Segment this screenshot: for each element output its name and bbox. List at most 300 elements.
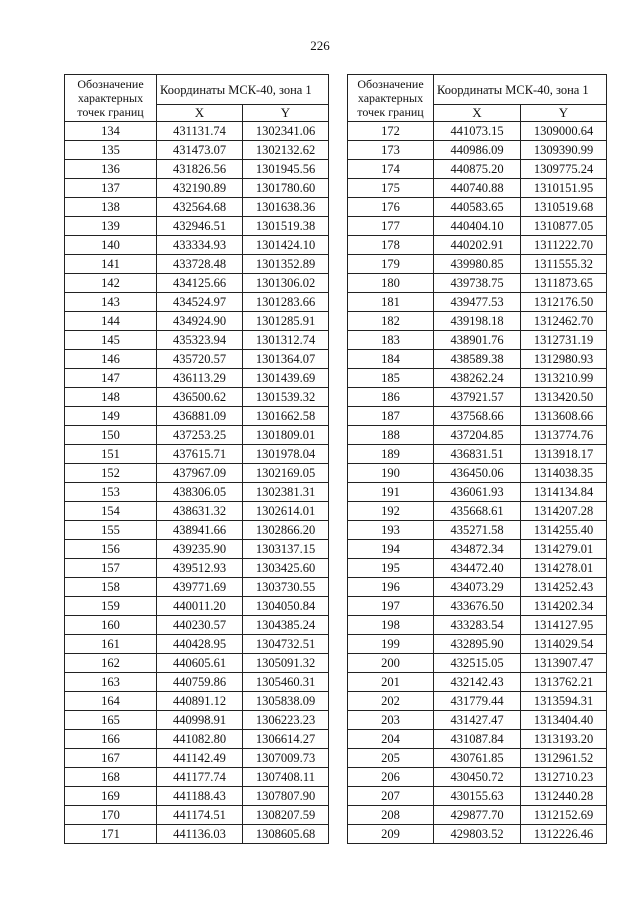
- y-coordinate-cell: 1301424.10: [243, 236, 329, 255]
- x-coordinate-cell: 441073.15: [434, 122, 521, 141]
- table-row: [348, 654, 607, 673]
- point-number-cell: 140: [65, 236, 157, 255]
- point-number-cell: 146: [65, 350, 157, 369]
- y-coordinate-cell: 1307807.90: [243, 787, 329, 806]
- x-coordinate-cell: 440230.57: [157, 616, 243, 635]
- y-coordinate-cell: 1313404.40: [521, 711, 607, 730]
- y-coordinate-cell: 1310877.05: [521, 217, 607, 236]
- x-coordinate-cell: 437204.85: [434, 426, 521, 445]
- table-row: [65, 692, 329, 711]
- point-number-cell: 206: [348, 768, 434, 787]
- table-body: [348, 122, 607, 844]
- y-coordinate-cell: 1302132.62: [243, 141, 329, 160]
- table-row: [348, 635, 607, 654]
- table-row: [348, 217, 607, 236]
- y-coordinate-cell: 1314038.35: [521, 464, 607, 483]
- table-header: [65, 75, 329, 122]
- point-number-cell: 202: [348, 692, 434, 711]
- point-number-cell: 168: [65, 768, 157, 787]
- table-row: [348, 274, 607, 293]
- table-row: [348, 160, 607, 179]
- x-coordinate-cell: 439235.90: [157, 540, 243, 559]
- x-coordinate-cell: 435323.94: [157, 331, 243, 350]
- table-body: [65, 122, 329, 844]
- designation-header: Обозначение характерных точек границ: [65, 75, 157, 122]
- table-row: [65, 483, 329, 502]
- point-number-cell: 154: [65, 502, 157, 521]
- point-number-cell: 203: [348, 711, 434, 730]
- y-coordinate-cell: 1310151.95: [521, 179, 607, 198]
- y-coordinate-cell: 1301945.56: [243, 160, 329, 179]
- x-coordinate-cell: 431779.44: [434, 692, 521, 711]
- y-coordinate-cell: 1314134.84: [521, 483, 607, 502]
- point-number-cell: 205: [348, 749, 434, 768]
- point-number-cell: 152: [65, 464, 157, 483]
- x-coordinate-cell: 440740.88: [434, 179, 521, 198]
- table-row: [65, 787, 329, 806]
- y-coordinate-cell: 1313762.21: [521, 673, 607, 692]
- table-row: [348, 426, 607, 445]
- point-number-cell: 155: [65, 521, 157, 540]
- point-number-cell: 182: [348, 312, 434, 331]
- x-coordinate-cell: 434924.90: [157, 312, 243, 331]
- x-coordinate-cell: 434073.29: [434, 578, 521, 597]
- point-number-cell: 197: [348, 597, 434, 616]
- y-coordinate-cell: 1312980.93: [521, 350, 607, 369]
- x-coordinate-cell: 436113.29: [157, 369, 243, 388]
- point-number-cell: 196: [348, 578, 434, 597]
- point-number-cell: 162: [65, 654, 157, 673]
- table-row: [348, 388, 607, 407]
- y-coordinate-cell: 1312731.19: [521, 331, 607, 350]
- x-coordinate-cell: 433334.93: [157, 236, 243, 255]
- point-number-cell: 204: [348, 730, 434, 749]
- point-number-cell: 193: [348, 521, 434, 540]
- y-coordinate-cell: 1301638.36: [243, 198, 329, 217]
- x-coordinate-cell: 439198.18: [434, 312, 521, 331]
- point-number-cell: 137: [65, 179, 157, 198]
- y-coordinate-cell: 1312462.70: [521, 312, 607, 331]
- table-row: [65, 179, 329, 198]
- x-coordinate-cell: 439512.93: [157, 559, 243, 578]
- table-row: [65, 559, 329, 578]
- x-coordinate-cell: 432142.43: [434, 673, 521, 692]
- x-coordinate-cell: 429803.52: [434, 825, 521, 844]
- point-number-cell: 207: [348, 787, 434, 806]
- x-coordinate-cell: 430450.72: [434, 768, 521, 787]
- y-coordinate-cell: 1313774.76: [521, 426, 607, 445]
- x-coordinate-cell: 441177.74: [157, 768, 243, 787]
- point-number-cell: 195: [348, 559, 434, 578]
- y-coordinate-cell: 1313594.31: [521, 692, 607, 711]
- x-coordinate-cell: 440583.65: [434, 198, 521, 217]
- table-row: [65, 711, 329, 730]
- y-coordinate-cell: 1305091.32: [243, 654, 329, 673]
- point-number-cell: 172: [348, 122, 434, 141]
- x-coordinate-cell: 437568.66: [434, 407, 521, 426]
- x-coordinate-cell: 441142.49: [157, 749, 243, 768]
- y-coordinate-cell: 1314255.40: [521, 521, 607, 540]
- point-number-cell: 159: [65, 597, 157, 616]
- table-row: [348, 787, 607, 806]
- coordinate-system-header: Координаты МСК-40, зона 1: [434, 75, 607, 105]
- y-coordinate-cell: 1314029.54: [521, 635, 607, 654]
- point-number-cell: 200: [348, 654, 434, 673]
- y-coordinate-cell: 1301306.02: [243, 274, 329, 293]
- x-coordinate-cell: 436450.06: [434, 464, 521, 483]
- y-coordinate-cell: 1301312.74: [243, 331, 329, 350]
- table-row: [65, 730, 329, 749]
- point-number-cell: 179: [348, 255, 434, 274]
- point-number-cell: 143: [65, 293, 157, 312]
- x-coordinate-cell: 440759.86: [157, 673, 243, 692]
- x-column-header: X: [157, 105, 243, 122]
- y-coordinate-cell: 1313193.20: [521, 730, 607, 749]
- table-row: [65, 388, 329, 407]
- x-coordinate-cell: 432564.68: [157, 198, 243, 217]
- point-number-cell: 156: [65, 540, 157, 559]
- table-row: [65, 521, 329, 540]
- y-coordinate-cell: 1314279.01: [521, 540, 607, 559]
- y-coordinate-cell: 1314278.01: [521, 559, 607, 578]
- table-row: [65, 597, 329, 616]
- point-number-cell: 201: [348, 673, 434, 692]
- table-row: [65, 426, 329, 445]
- y-column-header: Y: [521, 105, 607, 122]
- x-coordinate-cell: 441082.80: [157, 730, 243, 749]
- y-coordinate-cell: 1314202.34: [521, 597, 607, 616]
- point-number-cell: 181: [348, 293, 434, 312]
- point-number-cell: 177: [348, 217, 434, 236]
- y-coordinate-cell: 1308605.68: [243, 825, 329, 844]
- y-coordinate-cell: 1312226.46: [521, 825, 607, 844]
- x-coordinate-cell: 439477.53: [434, 293, 521, 312]
- y-coordinate-cell: 1313608.66: [521, 407, 607, 426]
- table-row: [348, 711, 607, 730]
- table-row: [348, 236, 607, 255]
- x-coordinate-cell: 438901.76: [434, 331, 521, 350]
- y-coordinate-cell: 1312152.69: [521, 806, 607, 825]
- table-row: [348, 502, 607, 521]
- point-number-cell: 145: [65, 331, 157, 350]
- table-row: [348, 559, 607, 578]
- table-row: [65, 122, 329, 141]
- table-row: [348, 369, 607, 388]
- x-coordinate-cell: 436061.93: [434, 483, 521, 502]
- point-number-cell: 164: [65, 692, 157, 711]
- x-coordinate-cell: 434125.66: [157, 274, 243, 293]
- x-coordinate-cell: 433676.50: [434, 597, 521, 616]
- x-coordinate-cell: 440998.91: [157, 711, 243, 730]
- point-number-cell: 153: [65, 483, 157, 502]
- x-coordinate-cell: 436881.09: [157, 407, 243, 426]
- table-row: [348, 312, 607, 331]
- table-row: [348, 350, 607, 369]
- y-coordinate-cell: 1306223.23: [243, 711, 329, 730]
- y-coordinate-cell: 1312961.52: [521, 749, 607, 768]
- x-coordinate-cell: 438262.24: [434, 369, 521, 388]
- x-coordinate-cell: 432515.05: [434, 654, 521, 673]
- table-row: [65, 350, 329, 369]
- table-row: [348, 692, 607, 711]
- x-coordinate-cell: 430155.63: [434, 787, 521, 806]
- table-row: [348, 578, 607, 597]
- point-number-cell: 158: [65, 578, 157, 597]
- point-number-cell: 163: [65, 673, 157, 692]
- y-coordinate-cell: 1301780.60: [243, 179, 329, 198]
- y-coordinate-cell: 1308207.59: [243, 806, 329, 825]
- y-coordinate-cell: 1301539.32: [243, 388, 329, 407]
- y-coordinate-cell: 1301439.69: [243, 369, 329, 388]
- point-number-cell: 191: [348, 483, 434, 502]
- point-number-cell: 190: [348, 464, 434, 483]
- point-number-cell: 208: [348, 806, 434, 825]
- point-number-cell: 138: [65, 198, 157, 217]
- table-row: [65, 445, 329, 464]
- table-row: [348, 483, 607, 502]
- y-coordinate-cell: 1301519.38: [243, 217, 329, 236]
- y-coordinate-cell: 1313210.99: [521, 369, 607, 388]
- point-number-cell: 186: [348, 388, 434, 407]
- table-row: [65, 331, 329, 350]
- x-column-header: X: [434, 105, 521, 122]
- x-coordinate-cell: 430761.85: [434, 749, 521, 768]
- point-number-cell: 175: [348, 179, 434, 198]
- x-coordinate-cell: 438589.38: [434, 350, 521, 369]
- x-coordinate-cell: 437615.71: [157, 445, 243, 464]
- point-number-cell: 209: [348, 825, 434, 844]
- y-coordinate-cell: 1313907.47: [521, 654, 607, 673]
- point-number-cell: 199: [348, 635, 434, 654]
- point-number-cell: 189: [348, 445, 434, 464]
- table-row: [348, 122, 607, 141]
- point-number-cell: 192: [348, 502, 434, 521]
- table-row: [65, 464, 329, 483]
- y-coordinate-cell: 1311873.65: [521, 274, 607, 293]
- table-row: [65, 806, 329, 825]
- y-coordinate-cell: 1312440.28: [521, 787, 607, 806]
- table-row: [65, 141, 329, 160]
- point-number-cell: 167: [65, 749, 157, 768]
- point-number-cell: 165: [65, 711, 157, 730]
- x-coordinate-cell: 432895.90: [434, 635, 521, 654]
- y-coordinate-cell: 1311222.70: [521, 236, 607, 255]
- coordinates-table-right: [347, 74, 607, 844]
- y-coordinate-cell: 1301364.07: [243, 350, 329, 369]
- table-row: [348, 521, 607, 540]
- table-header: [348, 75, 607, 122]
- point-number-cell: 157: [65, 559, 157, 578]
- y-coordinate-cell: 1303137.15: [243, 540, 329, 559]
- point-number-cell: 169: [65, 787, 157, 806]
- x-coordinate-cell: 431131.74: [157, 122, 243, 141]
- y-coordinate-cell: 1301978.04: [243, 445, 329, 464]
- table-row: [348, 255, 607, 274]
- y-coordinate-cell: 1313918.17: [521, 445, 607, 464]
- y-coordinate-cell: 1301662.58: [243, 407, 329, 426]
- table-row: [348, 616, 607, 635]
- table-row: [65, 749, 329, 768]
- table-row: [348, 749, 607, 768]
- table-row: [348, 673, 607, 692]
- x-coordinate-cell: 438941.66: [157, 521, 243, 540]
- y-coordinate-cell: 1301809.01: [243, 426, 329, 445]
- x-coordinate-cell: 431826.56: [157, 160, 243, 179]
- x-coordinate-cell: 437253.25: [157, 426, 243, 445]
- y-coordinate-cell: 1301285.91: [243, 312, 329, 331]
- x-coordinate-cell: 437921.57: [434, 388, 521, 407]
- x-coordinate-cell: 441188.43: [157, 787, 243, 806]
- y-coordinate-cell: 1303730.55: [243, 578, 329, 597]
- point-number-cell: 135: [65, 141, 157, 160]
- x-coordinate-cell: 441136.03: [157, 825, 243, 844]
- table-row: [348, 730, 607, 749]
- y-coordinate-cell: 1313420.50: [521, 388, 607, 407]
- x-coordinate-cell: 429877.70: [434, 806, 521, 825]
- x-coordinate-cell: 441174.51: [157, 806, 243, 825]
- table-row: [348, 768, 607, 787]
- point-number-cell: 188: [348, 426, 434, 445]
- table-row: [348, 597, 607, 616]
- x-coordinate-cell: 440011.20: [157, 597, 243, 616]
- point-number-cell: 194: [348, 540, 434, 559]
- point-number-cell: 166: [65, 730, 157, 749]
- y-coordinate-cell: 1304385.24: [243, 616, 329, 635]
- x-coordinate-cell: 432946.51: [157, 217, 243, 236]
- table-row: [65, 312, 329, 331]
- x-coordinate-cell: 439771.69: [157, 578, 243, 597]
- y-coordinate-cell: 1312710.23: [521, 768, 607, 787]
- x-coordinate-cell: 440202.91: [434, 236, 521, 255]
- point-number-cell: 160: [65, 616, 157, 635]
- table-row: [65, 198, 329, 217]
- y-coordinate-cell: 1307009.73: [243, 749, 329, 768]
- point-number-cell: 150: [65, 426, 157, 445]
- table-row: [348, 331, 607, 350]
- table-row: [65, 160, 329, 179]
- x-coordinate-cell: 431473.07: [157, 141, 243, 160]
- table-row: [65, 407, 329, 426]
- point-number-cell: 134: [65, 122, 157, 141]
- y-coordinate-cell: 1302341.06: [243, 122, 329, 141]
- table-row: [348, 198, 607, 217]
- x-coordinate-cell: 435720.57: [157, 350, 243, 369]
- point-number-cell: 180: [348, 274, 434, 293]
- table-row: [65, 236, 329, 255]
- point-number-cell: 149: [65, 407, 157, 426]
- table-row: [348, 825, 607, 844]
- x-coordinate-cell: 440605.61: [157, 654, 243, 673]
- point-number-cell: 173: [348, 141, 434, 160]
- table-row: [348, 445, 607, 464]
- x-coordinate-cell: 431087.84: [434, 730, 521, 749]
- table-row: [348, 464, 607, 483]
- table-row: [348, 141, 607, 160]
- table-row: [65, 578, 329, 597]
- y-coordinate-cell: 1310519.68: [521, 198, 607, 217]
- table-row: [65, 616, 329, 635]
- point-number-cell: 139: [65, 217, 157, 236]
- table-row: [65, 369, 329, 388]
- point-number-cell: 171: [65, 825, 157, 844]
- table-row: [65, 217, 329, 236]
- x-coordinate-cell: 431427.47: [434, 711, 521, 730]
- x-coordinate-cell: 435271.58: [434, 521, 521, 540]
- point-number-cell: 144: [65, 312, 157, 331]
- point-number-cell: 176: [348, 198, 434, 217]
- y-coordinate-cell: 1302866.20: [243, 521, 329, 540]
- x-coordinate-cell: 437967.09: [157, 464, 243, 483]
- table-row: [65, 502, 329, 521]
- x-coordinate-cell: 440428.95: [157, 635, 243, 654]
- y-coordinate-cell: 1311555.32: [521, 255, 607, 274]
- x-coordinate-cell: 434524.97: [157, 293, 243, 312]
- y-coordinate-cell: 1303425.60: [243, 559, 329, 578]
- x-coordinate-cell: 433728.48: [157, 255, 243, 274]
- y-coordinate-cell: 1307408.11: [243, 768, 329, 787]
- y-coordinate-cell: 1309775.24: [521, 160, 607, 179]
- point-number-cell: 187: [348, 407, 434, 426]
- x-coordinate-cell: 438306.05: [157, 483, 243, 502]
- y-coordinate-cell: 1302614.01: [243, 502, 329, 521]
- x-coordinate-cell: 436831.51: [434, 445, 521, 464]
- y-coordinate-cell: 1312176.50: [521, 293, 607, 312]
- y-column-header: Y: [243, 105, 329, 122]
- point-number-cell: 184: [348, 350, 434, 369]
- point-number-cell: 161: [65, 635, 157, 654]
- x-coordinate-cell: 439980.85: [434, 255, 521, 274]
- table-row: [65, 768, 329, 787]
- x-coordinate-cell: 439738.75: [434, 274, 521, 293]
- y-coordinate-cell: 1305460.31: [243, 673, 329, 692]
- point-number-cell: 147: [65, 369, 157, 388]
- y-coordinate-cell: 1306614.27: [243, 730, 329, 749]
- point-number-cell: 170: [65, 806, 157, 825]
- y-coordinate-cell: 1314252.43: [521, 578, 607, 597]
- point-number-cell: 136: [65, 160, 157, 179]
- x-coordinate-cell: 440875.20: [434, 160, 521, 179]
- table-row: [65, 255, 329, 274]
- x-coordinate-cell: 436500.62: [157, 388, 243, 407]
- y-coordinate-cell: 1305838.09: [243, 692, 329, 711]
- table-row: [348, 806, 607, 825]
- point-number-cell: 198: [348, 616, 434, 635]
- table-row: [65, 293, 329, 312]
- x-coordinate-cell: 440891.12: [157, 692, 243, 711]
- point-number-cell: 141: [65, 255, 157, 274]
- table-row: [348, 179, 607, 198]
- x-coordinate-cell: 440404.10: [434, 217, 521, 236]
- designation-header: Обозначение характерных точек границ: [348, 75, 434, 122]
- y-coordinate-cell: 1309390.99: [521, 141, 607, 160]
- table-row: [65, 673, 329, 692]
- coordinate-system-header: Координаты МСК-40, зона 1: [157, 75, 329, 105]
- point-number-cell: 142: [65, 274, 157, 293]
- table-row: [65, 540, 329, 559]
- x-coordinate-cell: 438631.32: [157, 502, 243, 521]
- x-coordinate-cell: 440986.09: [434, 141, 521, 160]
- point-number-cell: 174: [348, 160, 434, 179]
- coordinates-table-left: [64, 74, 329, 844]
- y-coordinate-cell: 1314127.95: [521, 616, 607, 635]
- y-coordinate-cell: 1304732.51: [243, 635, 329, 654]
- table-row: [348, 293, 607, 312]
- point-number-cell: 183: [348, 331, 434, 350]
- y-coordinate-cell: 1301283.66: [243, 293, 329, 312]
- point-number-cell: 185: [348, 369, 434, 388]
- x-coordinate-cell: 435668.61: [434, 502, 521, 521]
- y-coordinate-cell: 1309000.64: [521, 122, 607, 141]
